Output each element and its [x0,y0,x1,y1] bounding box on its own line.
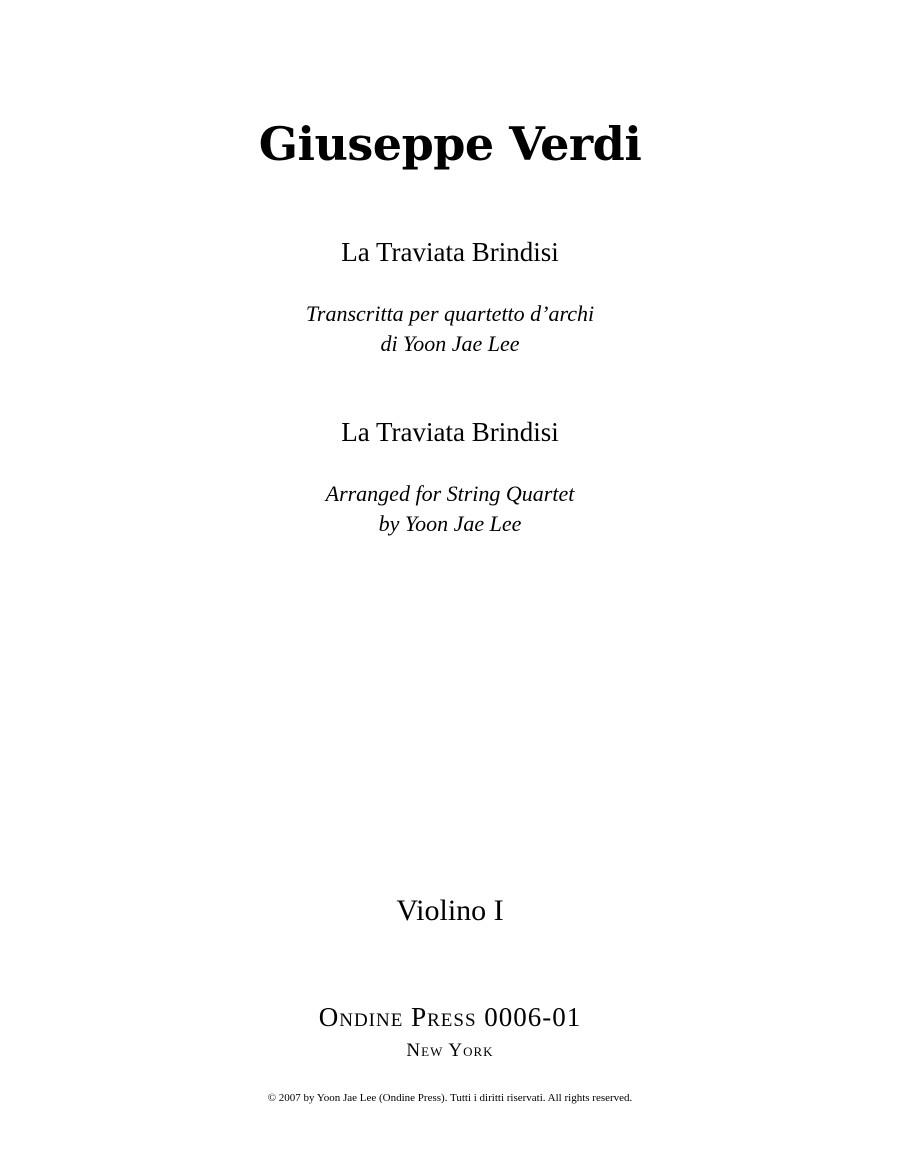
italian-subtitle-line1: Transcritta per quartetto d’archi [305,301,595,326]
english-subtitle-line1: Arranged for String Quartet [325,481,575,506]
instrument-part: Violino I [396,894,504,927]
italian-subtitle-line2: di Yoon Jae Lee [380,331,520,356]
publisher-city: New York [406,1040,494,1061]
english-title: La Traviata Brindisi [341,417,559,447]
publisher-catalog: Ondine Press 0006-01 [318,1002,582,1032]
english-subtitle-line2: by Yoon Jae Lee [378,511,522,536]
copyright-notice: © 2007 by Yoon Jae Lee (Ondine Press). Tutti i diritti riservati. All rights reserved. [267,1092,633,1104]
italian-title: La Traviata Brindisi [341,237,559,267]
composer-name: Giuseppe Verdi [258,117,642,171]
